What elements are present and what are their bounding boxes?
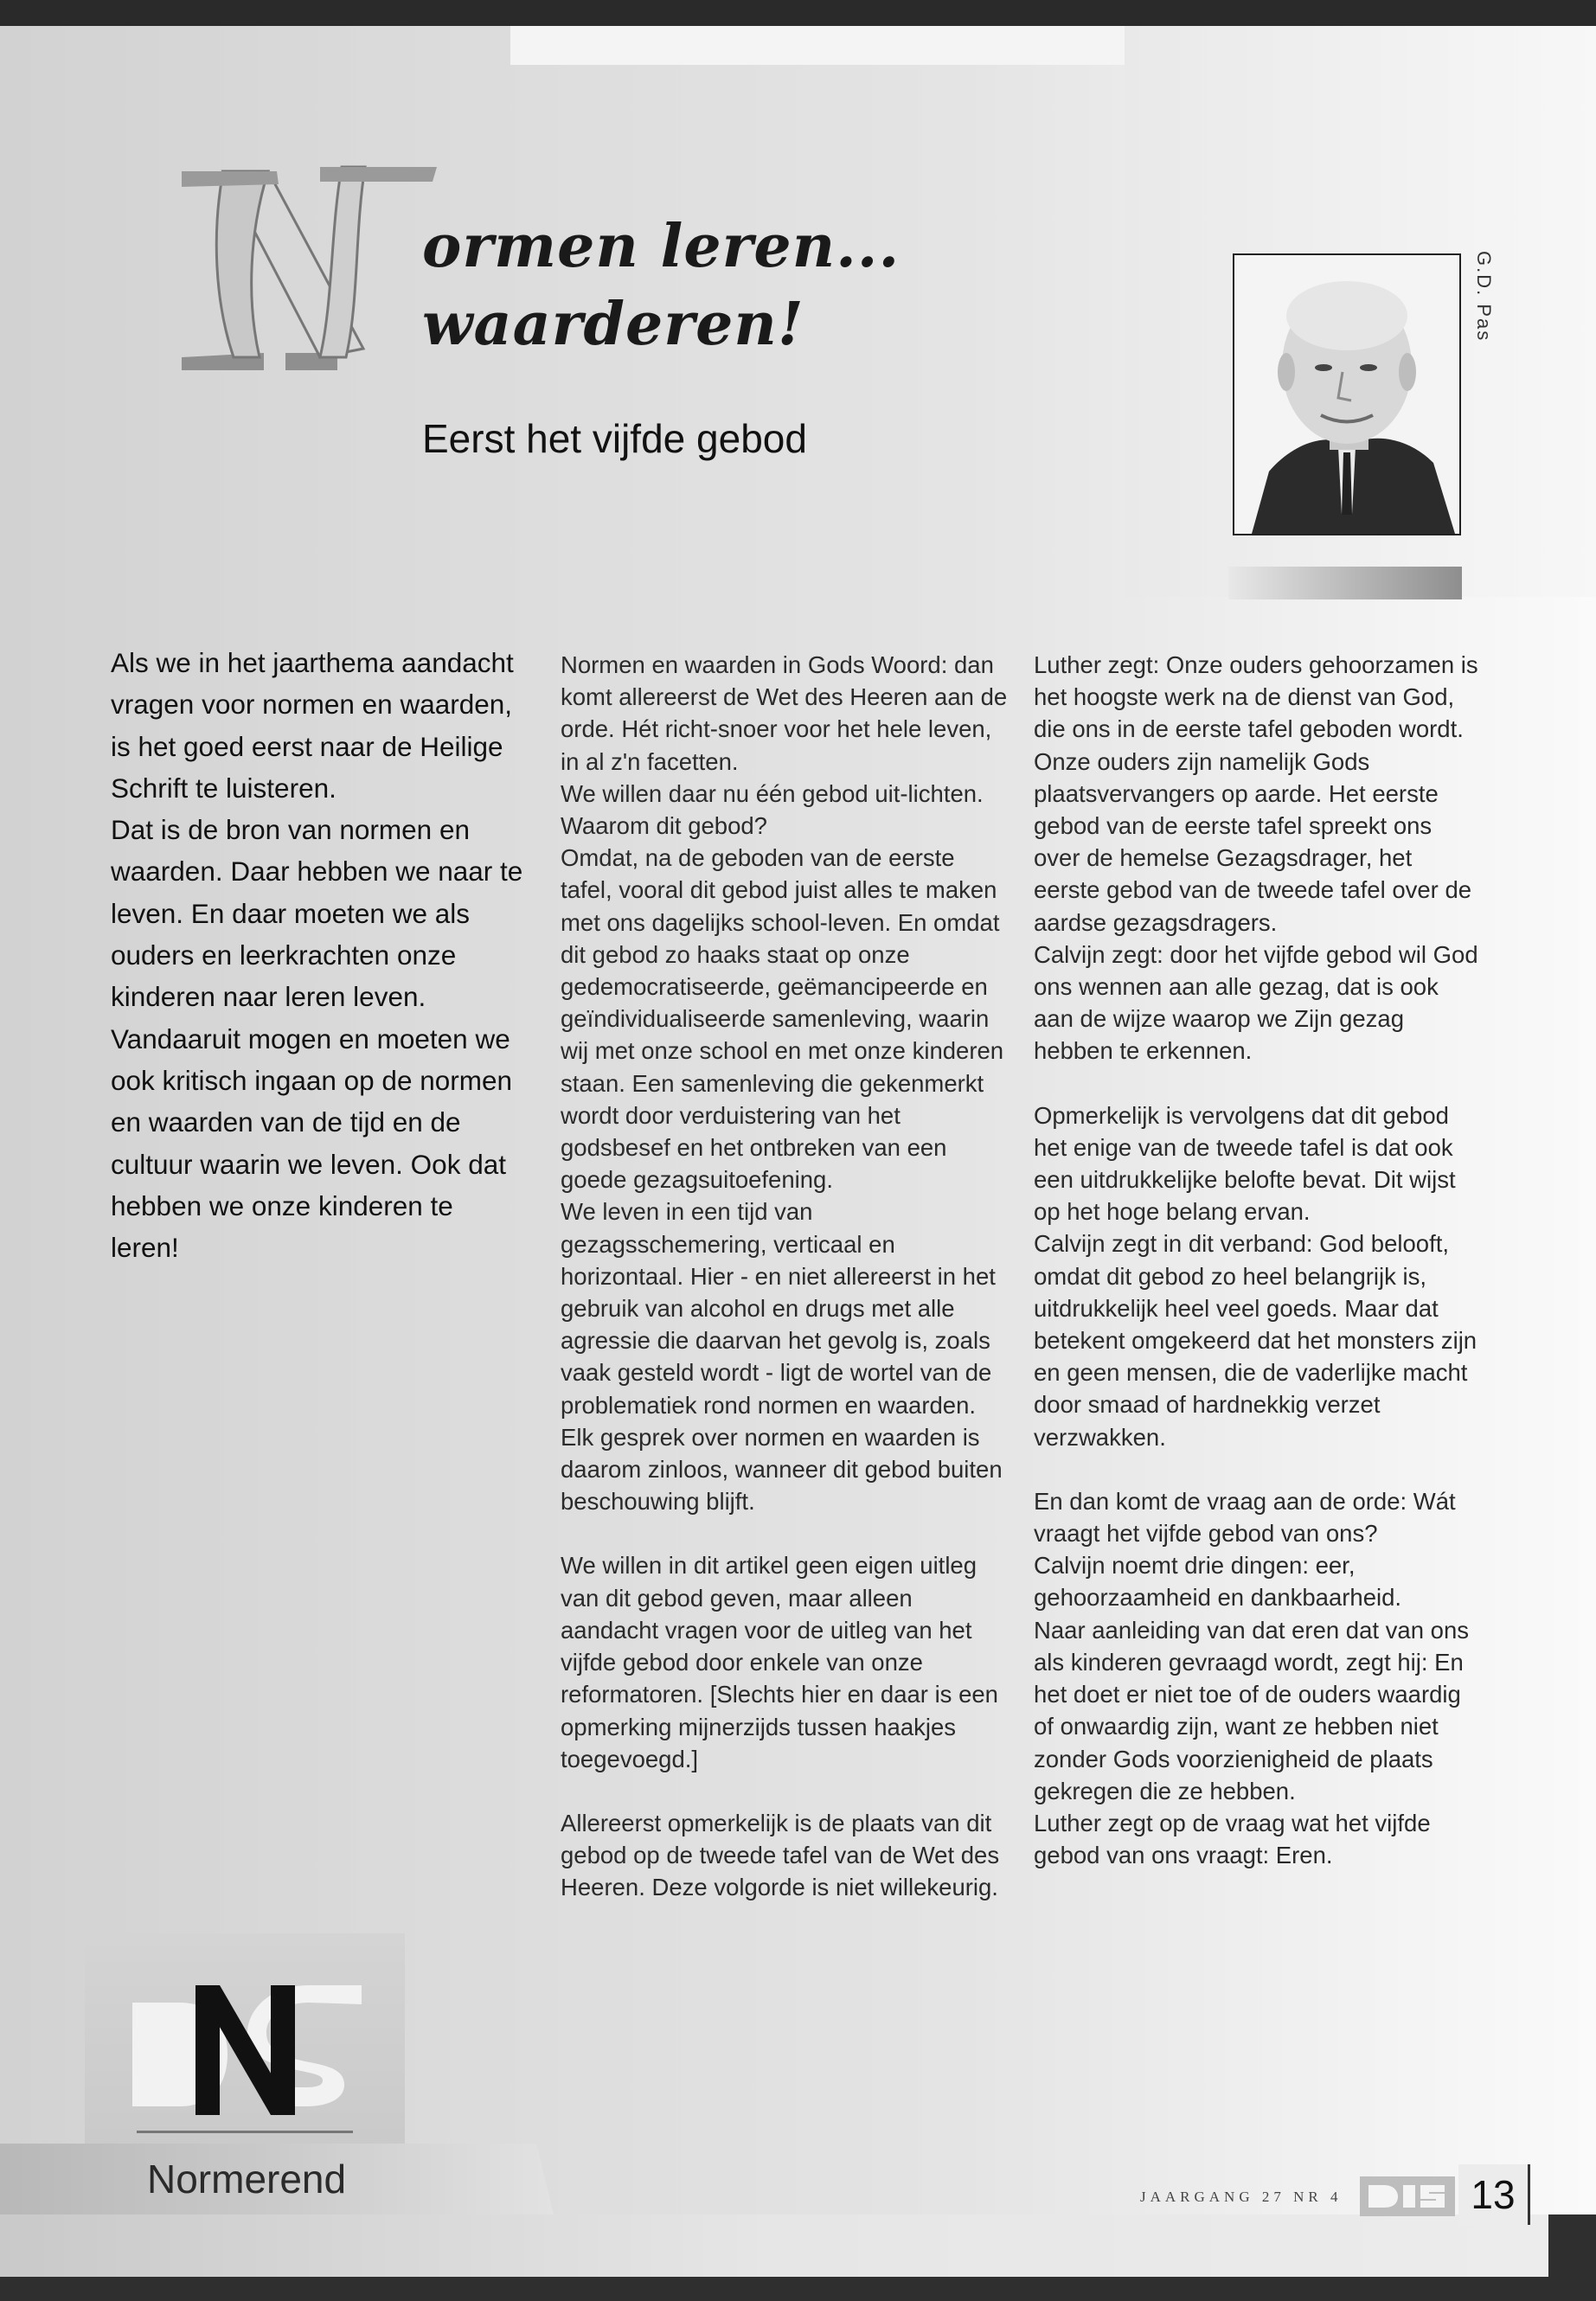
body-paragraph: Allereerst opmerkelijk is de plaats van dit gebod op de tweede tafel van de Wet des Heeren. Deze volgorde is niet willekeurig. [561,1809,1000,1901]
body-paragraph: Normen en waarden in Gods Woord: dan komt allereerst de Wet des Heeren aan de orde. Hét richt-snoer voor het hele leven, in al z'n facetten. [561,651,1008,775]
section-logo-box [85,1933,405,2163]
drs-logo-icon [1360,2176,1455,2216]
body-paragraph: Calvijn zegt in dit verband: God belooft, omdat dit gebod zo heel belangrijk is, uitdrukkelijk heel veel goeds. Maar dat betekent omgekeerd dat het monsters zijn en geen mensen, die de vaderlijke macht door smaad of hardnekkig verzet verzwakken. [1034,1230,1477,1451]
body-paragraph: We willen in dit artikel geen eigen uitleg van dit gebod geven, maar alleen aandacht vragen voor de uitleg van het vijfde gebod door enkele van onze reformatoren. [Slechts hier en daar is een opmerking mijnerzijds tussen haakjes toegevoegd.] [561,1552,998,1772]
intro-text [111,642,526,1268]
dns-logo-icon [85,1933,405,2163]
body-paragraph: Omdat, na de geboden van de eerste tafel, vooral dit gebod juist alles te maken met ons dagelijks school-leven. En omdat dit gebod zo haaks staat op onze gedemocratiseerde, geëmancipeerde en geïndividualiseerde samenleving, waarin wij met onze school en met onze kinderen staan. Een samenleving die gekenmerkt wordt door verduistering van het godsbesef en het ontbreken van een goede gezagsuitoefening. [561,844,1004,1194]
body-paragraph: En dan komt de vraag aan de orde: Wát vraagt het vijfde gebod van ons? [1034,1487,1456,1548]
drop-cap-letter [182,154,441,370]
title-line-1: ormen leren... [422,212,901,281]
body-column-3 [1034,649,1484,1871]
article-title [422,208,900,363]
drop-cap-text: N [182,154,183,155]
author-photo [1233,253,1461,535]
body-column-2 [561,649,1010,1904]
body-paragraph: Calvijn noemt drie dingen: eer, gehoorzaamheid en dankbaarheid. [1034,1552,1402,1612]
intro-paragraph: Als we in het jaarthema aandacht vragen voor normen en waarden, is het goed eerst naar de Heilige Schrift te luisteren. [111,647,514,804]
body-paragraph: Naar aanleiding van dat eren dat van ons als kinderen gevraagd wordt, zegt hij: En het doet er niet toe of de ouders waardig of onwaardig zijn, want ze hebben niet zonder Gods voorzienigheid de plaats gekregen die ze hebben. [1034,1616,1469,1804]
body-paragraph: Opmerkelijk is vervolgens dat dit gebod het enige van de tweede tafel is dat ook een uitdrukkelijke belofte bevat. Dit wijst op het hoge belang ervan. [1034,1101,1456,1226]
page-number: 13 [1458,2164,1530,2225]
bottom-light-band [0,2214,1548,2277]
body-paragraph: Calvijn zegt: door het vijfde gebod wil God ons wennen aan alle gezag, dat is ook aan de wijze waarop we Zijn gezag hebben te erkennen. [1034,940,1478,1065]
top-light-strip [510,26,1189,65]
intro-paragraph: Dat is de bron van normen en waarden. Daar hebben we naar te leven. En daar moeten we als ouders en leerkrachten onze kinderen naar leren leven. Vandaaruit mogen en moeten we ook kritisch ingaan op de normen en waarden van de tijd en de cultuur waarin we leven. Ook dat hebben we onze kinderen te leren! [111,814,523,1264]
title-line-2: waarderen! [422,290,804,359]
top-dark-band [0,0,1596,26]
body-paragraph: Luther zegt: Onze ouders gehoorzamen is het hoogste werk na de dienst van God, die ons in de eerste tafel geboden wordt. Onze ouders zijn namelijk Gods plaatsvervangers op aarde. Het eerste gebod van de eerste tafel spreekt ons over de hemelse Gezagsdrager, het eerste gebod van de tweede tafel over de aardse gezagsdragers. [1034,651,1478,936]
body-paragraph: Luther zegt op de vraag wat het vijfde gebod van ons vraagt: Eren. [1034,1809,1431,1869]
photo-credit: G.D. Pas [1473,251,1495,343]
dns-logo-text: DNS [85,1933,87,1934]
article-subtitle: Eerst het vijfde gebod [422,416,807,461]
issue-info: JAARGANG 27 NR 4 [1140,2189,1343,2205]
body-paragraph: We leven in een tijd van gezagsschemering, verticaal en horizontaal. Hier - en niet allereerst in het gebruik van alcohol en drugs met alle agressie die daarvan het gevolg is, zoals vaak gesteld wordt - ligt de wortel van de problematiek rond normen en waarden. Elk gesprek over normen en waarden is daarom zinloos, wanneer dit gebod buiten beschouwing blijft. [561,1198,1003,1516]
body-paragraph: We willen daar nu één gebod uit-lichten. Waarom dit gebod? [561,779,984,840]
section-label: Normerend [147,2157,347,2202]
header-gradient-strip [1228,567,1462,599]
